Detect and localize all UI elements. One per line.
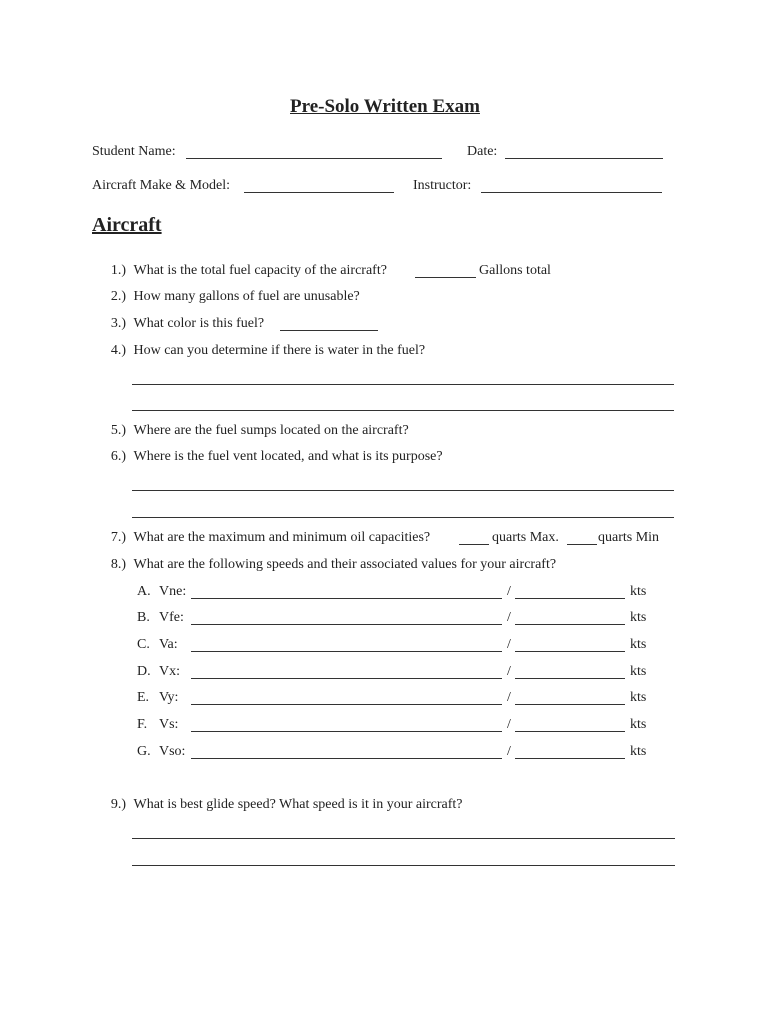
question-text: What is the total fuel capacity of the aircraft? (133, 263, 387, 278)
date-label: Date: (467, 144, 498, 159)
speed-description-field[interactable] (191, 758, 502, 759)
question-text: What are the maximum and minimum oil capacities? (133, 530, 431, 545)
speed-name: Vne: (159, 584, 187, 599)
speed-item (137, 744, 185, 760)
speed-item (137, 637, 178, 653)
question-text: What is best glide speed? What speed is it in your aircraft? (133, 797, 463, 812)
speed-value-field[interactable] (515, 704, 625, 705)
speed-unit: kts (630, 690, 647, 705)
speed-description-field[interactable] (191, 704, 502, 705)
question-number: 9.) (110, 797, 126, 812)
speed-value-field[interactable] (515, 731, 625, 732)
question-4 (92, 343, 425, 359)
speed-description-field[interactable] (191, 731, 502, 732)
quarts-max-label: quarts Max. (492, 530, 559, 545)
section-title: Aircraft (92, 214, 162, 236)
speed-unit: kts (630, 584, 647, 599)
speed-name: Vfe: (159, 610, 184, 625)
question-number: 1.) (110, 263, 126, 278)
speed-item (137, 584, 186, 600)
speed-description-field[interactable] (191, 651, 502, 652)
speed-letter: G. (137, 744, 151, 759)
question-text: What color is this fuel? (133, 316, 265, 331)
speed-letter: D. (137, 664, 151, 679)
question-number: 4.) (110, 343, 126, 358)
speed-separator: / (507, 690, 511, 705)
answer-line[interactable] (132, 490, 674, 491)
question-5 (92, 423, 409, 439)
page-title: Pre-Solo Written Exam (290, 96, 480, 117)
speed-separator: / (507, 637, 511, 652)
question-6 (92, 449, 443, 465)
speed-unit: kts (630, 664, 647, 679)
question-number: 3.) (110, 316, 126, 331)
speed-unit: kts (630, 610, 647, 625)
speed-value-field[interactable] (515, 651, 625, 652)
speed-description-field[interactable] (191, 624, 502, 625)
speed-item (137, 610, 184, 626)
question-1 (92, 263, 387, 279)
speed-value-field[interactable] (515, 678, 625, 679)
speed-description-field[interactable] (191, 598, 502, 599)
speed-value-field[interactable] (515, 598, 625, 599)
speed-name: Vso: (159, 744, 186, 759)
answer-line[interactable] (132, 838, 675, 839)
answer-line[interactable] (132, 410, 674, 411)
fuel-capacity-field[interactable] (415, 277, 476, 278)
fuel-color-field[interactable] (280, 330, 378, 331)
speed-item (137, 690, 178, 706)
question-number: 7.) (110, 530, 126, 545)
speed-description-field[interactable] (191, 678, 502, 679)
speed-separator: / (507, 744, 511, 759)
question-number: 2.) (110, 289, 126, 304)
oil-max-field[interactable] (459, 544, 489, 545)
answer-line[interactable] (132, 865, 675, 866)
speed-letter: B. (137, 610, 150, 625)
speed-name: Vs: (159, 717, 179, 732)
speed-name: Vx: (159, 664, 180, 679)
aircraft-label: Aircraft Make & Model: (92, 178, 231, 193)
answer-line[interactable] (132, 517, 674, 518)
student-name-label: Student Name: (92, 144, 176, 159)
speed-separator: / (507, 610, 511, 625)
question-3 (92, 316, 264, 332)
question-7 (92, 530, 430, 546)
speed-name: Vy: (159, 690, 179, 705)
question-text: How many gallons of fuel are unusable? (133, 289, 360, 304)
speed-letter: C. (137, 637, 150, 652)
speed-unit: kts (630, 637, 647, 652)
question-text: How can you determine if there is water in the fuel? (133, 343, 426, 358)
speed-letter: F. (137, 717, 148, 732)
quarts-min-label: quarts Min (598, 530, 660, 545)
speed-unit: kts (630, 717, 647, 732)
question-number: 6.) (110, 449, 126, 464)
gallons-total-label: Gallons total (479, 263, 551, 278)
question-8 (92, 557, 556, 573)
speed-item (137, 664, 180, 680)
date-field[interactable] (505, 158, 663, 159)
question-text: What are the following speeds and their associated values for your aircraft? (133, 557, 557, 572)
answer-line[interactable] (132, 384, 674, 385)
speed-separator: / (507, 717, 511, 732)
speed-value-field[interactable] (515, 758, 625, 759)
question-number: 8.) (110, 557, 126, 572)
question-2 (92, 289, 360, 305)
instructor-field[interactable] (481, 192, 662, 193)
speed-value-field[interactable] (515, 624, 625, 625)
question-text: Where are the fuel sumps located on the aircraft? (133, 423, 409, 438)
speed-item (137, 717, 178, 733)
speed-letter: A. (137, 584, 151, 599)
speed-letter: E. (137, 690, 150, 705)
question-9 (92, 797, 463, 813)
speed-unit: kts (630, 744, 647, 759)
student-name-field[interactable] (186, 158, 442, 159)
question-text: Where is the fuel vent located, and what is its purpose? (133, 449, 443, 464)
oil-min-field[interactable] (567, 544, 597, 545)
speed-name: Va: (159, 637, 178, 652)
speed-separator: / (507, 584, 511, 599)
aircraft-field[interactable] (244, 192, 394, 193)
instructor-label: Instructor: (413, 178, 472, 193)
question-number: 5.) (110, 423, 126, 438)
speed-separator: / (507, 664, 511, 679)
